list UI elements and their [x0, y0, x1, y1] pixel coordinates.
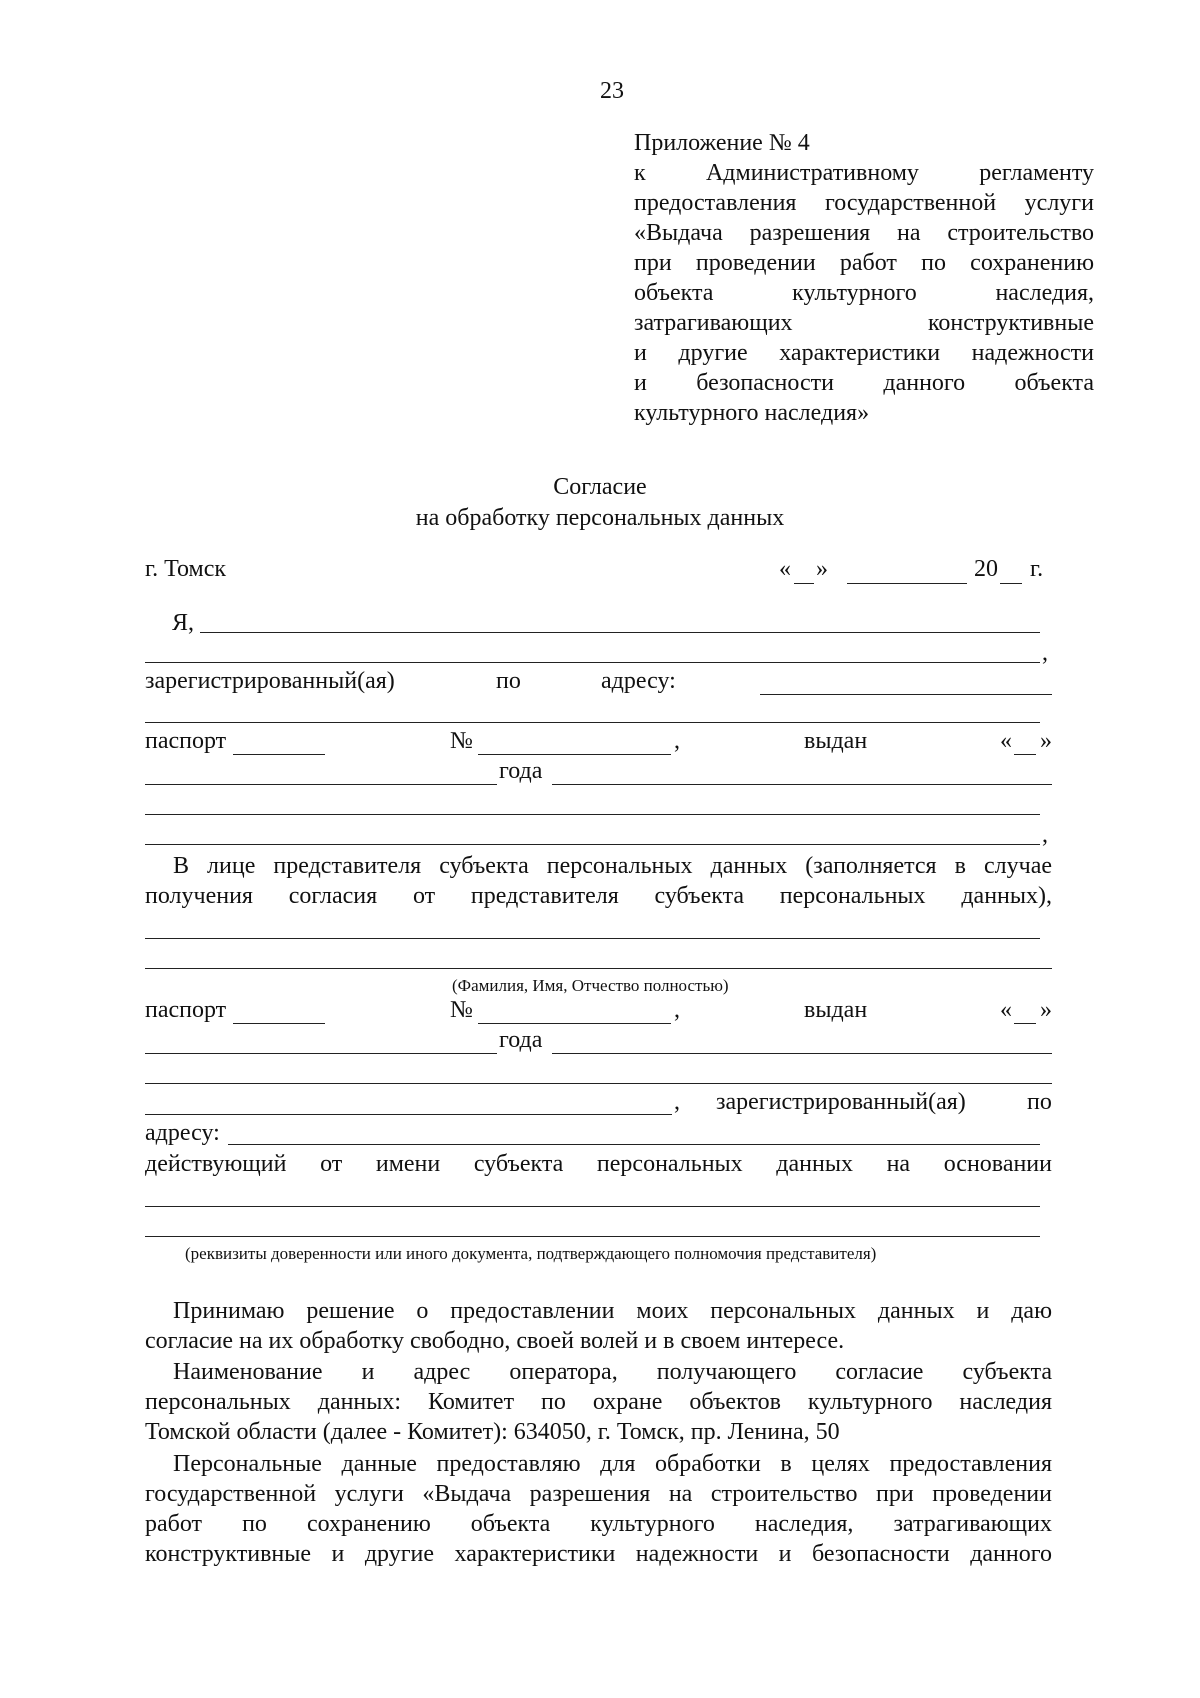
rep-issuer-field[interactable]: [552, 1053, 1052, 1054]
year-label: года: [499, 758, 543, 784]
rep-passport-number-field[interactable]: [478, 1023, 671, 1024]
rep-issuer-field-continuation[interactable]: [145, 1083, 1052, 1084]
acting-text: действующий от имени субъекта персональных данных на основании: [145, 1151, 1052, 1177]
rep-passport-number-sign: №: [450, 997, 473, 1023]
appendix-block: [634, 128, 1094, 428]
date-open-quote: «: [779, 556, 791, 582]
registered-label: зарегистрированный(ая): [145, 668, 395, 694]
appendix-line: и безопасности данного объекта: [634, 370, 1094, 396]
page-number: 23: [600, 78, 624, 104]
date-day-blank[interactable]: [794, 583, 814, 584]
requisites-field[interactable]: [145, 1206, 1040, 1207]
passport-label: паспорт: [145, 728, 227, 754]
rep-issuer-field-end[interactable]: [145, 1114, 672, 1115]
paragraph-line: Наименование и адрес оператора, получающего согласие субъекта: [173, 1359, 1052, 1385]
appendix-line: объекта культурного наследия,: [634, 280, 1094, 306]
appendix-title: Приложение № 4: [634, 130, 810, 156]
rep-issued-date-close-quote: »: [1040, 997, 1052, 1023]
address-field[interactable]: [760, 694, 1052, 695]
issued-label: выдан: [804, 728, 868, 754]
rep-registered-label: зарегистрированный(ая): [716, 1089, 966, 1115]
rep-passport-series-field[interactable]: [233, 1023, 325, 1024]
representative-paragraph: [145, 851, 1052, 911]
paragraph-line: Принимаю решение о предоставлении моих персональных данных и даю: [173, 1298, 1052, 1324]
rep-address-label: адресу:: [145, 1120, 220, 1146]
date-month-blank[interactable]: [847, 583, 967, 584]
rep-issued-day-field[interactable]: [1014, 1023, 1036, 1024]
document-subtitle: на обработку персональных данных: [415, 505, 785, 531]
consent-paragraph: [145, 1296, 1052, 1356]
rep-issued-label: выдан: [804, 997, 868, 1023]
rep-year-label: года: [499, 1027, 543, 1053]
appendix-line: «Выдача разрешения на строительство: [634, 220, 1094, 246]
rep-issued-date-field[interactable]: [145, 1053, 497, 1054]
date-year-blank[interactable]: [1000, 583, 1022, 584]
passport-series-field[interactable]: [233, 754, 325, 755]
representative-name-field-continuation[interactable]: [145, 968, 1052, 969]
requisites-caption: (реквизиты доверенности или иного документа, подтверждающего полномочия представителя): [185, 1244, 877, 1263]
ya-label: Я,: [172, 610, 195, 636]
appendix-line: предоставления государственной услуги: [634, 190, 1094, 216]
date-year-prefix: 20: [974, 556, 998, 582]
paragraph-line: Томской области (далее - Комитет): 634050, г. Томск, пр. Ленина, 50: [145, 1419, 840, 1445]
issuer-field-continuation[interactable]: [145, 814, 1040, 815]
fio-caption: (Фамилия, Имя, Отчество полностью): [452, 976, 729, 995]
rep-address-field[interactable]: [228, 1144, 1040, 1145]
comma: ,: [1042, 822, 1048, 848]
full-name-field[interactable]: [200, 632, 1040, 633]
rep-issued-date-open-quote: «: [1000, 997, 1012, 1023]
comma: ,: [674, 728, 680, 754]
comma: ,: [1042, 640, 1048, 666]
issuer-field-continuation[interactable]: [145, 844, 1040, 845]
appendix-line: к Административному регламенту: [634, 160, 1094, 186]
city: г. Томск: [145, 556, 227, 582]
passport-number-sign: №: [450, 728, 473, 754]
operator-paragraph: [145, 1357, 1052, 1447]
passport-number-field[interactable]: [478, 754, 671, 755]
appendix-line: затрагивающих конструктивные: [634, 310, 1094, 336]
full-name-field-continuation[interactable]: [145, 662, 1040, 663]
paragraph-line: государственной услуги «Выдача разрешения на строительство при проведении: [145, 1481, 1052, 1507]
document-title: Согласие: [553, 474, 647, 500]
comma: ,: [674, 997, 680, 1023]
paragraph-line: конструктивные и другие характеристики надежности и безопасности данного: [145, 1541, 1052, 1567]
paragraph-line: согласие на их обработку свободно, своей волей и в своем интересе.: [145, 1328, 845, 1354]
representative-line: В лице представителя субъекта персональных данных (заполняется в случае: [173, 853, 1052, 879]
issuer-field[interactable]: [552, 784, 1052, 785]
purpose-paragraph: [145, 1449, 1052, 1569]
date-year-suffix: г.: [1030, 556, 1044, 582]
comma: ,: [674, 1089, 680, 1115]
appendix-line: и другие характеристики надежности: [634, 340, 1094, 366]
acting-line: [145, 1149, 1052, 1179]
address-field-continuation[interactable]: [145, 722, 1040, 723]
rep-passport-label: паспорт: [145, 997, 227, 1023]
paragraph-line: Персональные данные предоставляю для обработки в целях предоставления: [173, 1451, 1052, 1477]
appendix-line: при проведении работ по сохранению: [634, 250, 1094, 276]
paragraph-line: работ по сохранению объекта культурного наследия, затрагивающих: [145, 1511, 1052, 1537]
appendix-line: культурного наследия»: [634, 400, 870, 426]
representative-name-field[interactable]: [145, 938, 1040, 939]
issued-day-field[interactable]: [1014, 754, 1036, 755]
issued-date-field[interactable]: [145, 784, 497, 785]
issued-date-close-quote: »: [1040, 728, 1052, 754]
representative-line: получения согласия от представителя субъекта персональных данных),: [145, 883, 1052, 909]
po-label: по: [496, 668, 521, 694]
requisites-field-continuation[interactable]: [145, 1236, 1040, 1237]
date-close-quote: »: [816, 556, 828, 582]
issued-date-open-quote: «: [1000, 728, 1012, 754]
rep-po-label: по: [1027, 1089, 1052, 1115]
address-label: адресу:: [601, 668, 676, 694]
paragraph-line: персональных данных: Комитет по охране объектов культурного наследия: [145, 1389, 1052, 1415]
